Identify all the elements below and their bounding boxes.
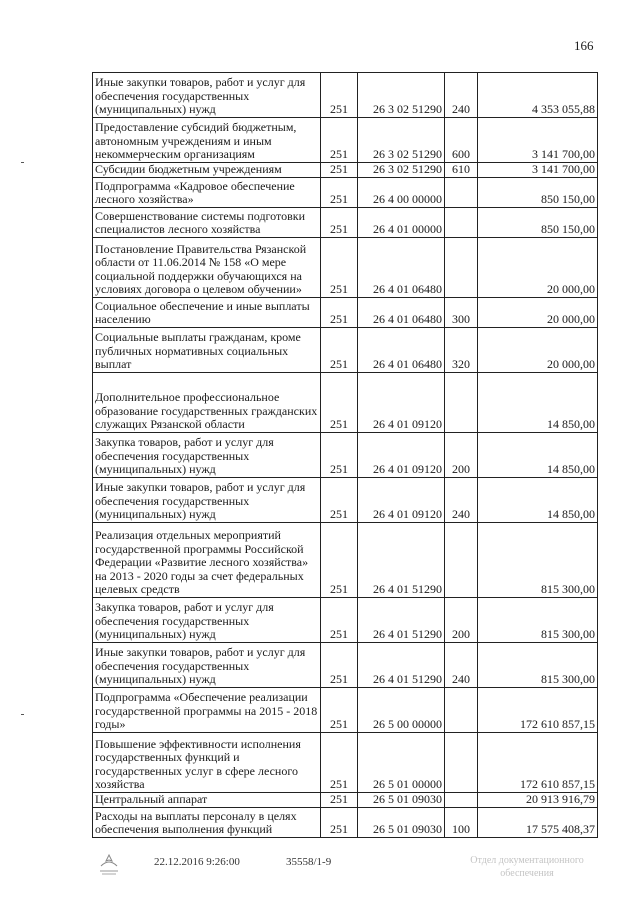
faded-stamp-line2: обеспечения: [500, 868, 554, 879]
cell-csr: 26 4 01 51290: [358, 643, 445, 688]
cell-vr: 600: [445, 118, 478, 163]
cell-sum: 17 575 408,37: [478, 808, 598, 838]
cell-csr: 26 4 01 09120: [358, 433, 445, 478]
cell-admin: 251: [321, 298, 358, 328]
footer-doc-id: 35558/1-9: [286, 856, 332, 868]
cell-sum: 815 300,00: [478, 598, 598, 643]
cell-vr: [445, 208, 478, 238]
cell-name: Закупка товаров, работ и услуг для обеспечения государственных (муниципальных) нужд: [93, 598, 321, 643]
emblem-icon: [96, 852, 122, 876]
cell-sum: 14 850,00: [478, 433, 598, 478]
cell-csr: 26 4 01 06480: [358, 328, 445, 373]
cell-vr: [445, 523, 478, 598]
cell-name: Предоставление субсидий бюджетным, автономным учреждениям и иным некоммерческим организациям: [93, 118, 321, 163]
cell-admin: 251: [321, 478, 358, 523]
footer-datetime: 22.12.2016 9:26:00: [154, 856, 240, 868]
table-row: [93, 178, 598, 208]
table-row: [93, 643, 598, 688]
cell-name: Совершенствование системы подготовки специалистов лесного хозяйства: [93, 208, 321, 238]
cell-csr: 26 5 00 00000: [358, 688, 445, 733]
margin-mark: [21, 162, 24, 163]
cell-admin: 251: [321, 328, 358, 373]
cell-admin: 251: [321, 808, 358, 838]
cell-admin: 251: [321, 598, 358, 643]
cell-csr: 26 3 02 51290: [358, 118, 445, 163]
cell-sum: 815 300,00: [478, 643, 598, 688]
table-row: [93, 433, 598, 478]
cell-admin: 251: [321, 118, 358, 163]
table-row: [93, 808, 598, 838]
table-row: [93, 793, 598, 808]
cell-sum: 3 141 700,00: [478, 163, 598, 178]
cell-admin: 251: [321, 793, 358, 808]
cell-vr: 610: [445, 163, 478, 178]
table-row: [93, 238, 598, 298]
cell-csr: 26 4 01 51290: [358, 523, 445, 598]
cell-csr: 26 4 01 00000: [358, 208, 445, 238]
cell-admin: 251: [321, 73, 358, 118]
cell-sum: 172 610 857,15: [478, 688, 598, 733]
cell-name: Социальные выплаты гражданам, кроме публичных нормативных социальных выплат: [93, 328, 321, 373]
cell-vr: 240: [445, 643, 478, 688]
faded-stamp: [452, 854, 602, 880]
cell-name: Иные закупки товаров, работ и услуг для обеспечения государственных (муниципальных) нужд: [93, 643, 321, 688]
cell-csr: 26 4 00 00000: [358, 178, 445, 208]
cell-sum: 4 353 055,88: [478, 73, 598, 118]
cell-vr: [445, 688, 478, 733]
table-row: [93, 163, 598, 178]
cell-sum: 815 300,00: [478, 523, 598, 598]
faded-stamp-line1: Отдел документационного: [470, 855, 584, 866]
cell-name: Иные закупки товаров, работ и услуг для обеспечения государственных (муниципальных) нужд: [93, 478, 321, 523]
cell-name: Расходы на выплаты персоналу в целях обеспечения выполнения функций: [93, 808, 321, 838]
cell-csr: 26 5 01 09030: [358, 793, 445, 808]
table-row: [93, 523, 598, 598]
cell-admin: 251: [321, 688, 358, 733]
cell-csr: 26 5 01 09030: [358, 808, 445, 838]
table-row: [93, 298, 598, 328]
cell-csr: 26 5 01 00000: [358, 733, 445, 793]
cell-admin: 251: [321, 208, 358, 238]
table-row: [93, 118, 598, 163]
cell-csr: 26 4 01 06480: [358, 238, 445, 298]
cell-name: Дополнительное профессиональное образование государственных гражданских служащих Рязанской области: [93, 373, 321, 433]
cell-admin: 251: [321, 163, 358, 178]
cell-csr: 26 4 01 51290: [358, 598, 445, 643]
cell-vr: 100: [445, 808, 478, 838]
cell-admin: 251: [321, 523, 358, 598]
cell-sum: 20 000,00: [478, 328, 598, 373]
cell-admin: 251: [321, 643, 358, 688]
cell-vr: 200: [445, 433, 478, 478]
table-row: [93, 478, 598, 523]
margin-mark: [21, 714, 24, 715]
cell-csr: 26 3 02 51290: [358, 73, 445, 118]
cell-sum: 850 150,00: [478, 208, 598, 238]
cell-vr: [445, 733, 478, 793]
cell-admin: 251: [321, 733, 358, 793]
page-number: 166: [574, 38, 594, 53]
table-row: [93, 733, 598, 793]
cell-name: Повышение эффективности исполнения государственных функций и государственных услуг в сфере лесного хозяйства: [93, 733, 321, 793]
cell-name: Центральный аппарат: [93, 793, 321, 808]
cell-vr: 200: [445, 598, 478, 643]
cell-admin: 251: [321, 433, 358, 478]
cell-vr: [445, 238, 478, 298]
cell-name: Закупка товаров, работ и услуг для обеспечения государственных (муниципальных) нужд: [93, 433, 321, 478]
cell-sum: 14 850,00: [478, 478, 598, 523]
cell-name: Субсидии бюджетным учреждениям: [93, 163, 321, 178]
table-row: [93, 598, 598, 643]
cell-sum: 20 000,00: [478, 298, 598, 328]
cell-admin: 251: [321, 373, 358, 433]
cell-sum: 172 610 857,15: [478, 733, 598, 793]
cell-sum: 850 150,00: [478, 178, 598, 208]
cell-vr: [445, 178, 478, 208]
cell-sum: 20 913 916,79: [478, 793, 598, 808]
table-row: [93, 73, 598, 118]
cell-name: Постановление Правительства Рязанской области от 11.06.2014 № 158 «О мере социальной поддержки обучающихся на условиях договора о целевом обучении»: [93, 238, 321, 298]
cell-sum: 20 000,00: [478, 238, 598, 298]
cell-vr: 240: [445, 73, 478, 118]
cell-csr: 26 4 01 09120: [358, 373, 445, 433]
cell-vr: 240: [445, 478, 478, 523]
cell-name: Иные закупки товаров, работ и услуг для обеспечения государственных (муниципальных) нужд: [93, 73, 321, 118]
cell-vr: [445, 373, 478, 433]
cell-sum: 3 141 700,00: [478, 118, 598, 163]
table-row: [93, 688, 598, 733]
cell-admin: 251: [321, 238, 358, 298]
cell-vr: 300: [445, 298, 478, 328]
table-row: [93, 373, 598, 433]
cell-name: Социальное обеспечение и иные выплаты населению: [93, 298, 321, 328]
cell-name: Подпрограмма «Обеспечение реализации государственной программы на 2015 - 2018 годы»: [93, 688, 321, 733]
cell-name: Подпрограмма «Кадровое обеспечение лесного хозяйства»: [93, 178, 321, 208]
cell-csr: 26 4 01 06480: [358, 298, 445, 328]
cell-vr: [445, 793, 478, 808]
cell-vr: 320: [445, 328, 478, 373]
cell-name: Реализация отдельных мероприятий государственной программы Российской Федерации «Развитие лесного хозяйства» на 2013 - 2020 годы за счет федеральных целевых средств: [93, 523, 321, 598]
table-row: [93, 328, 598, 373]
budget-table-body: [93, 73, 598, 838]
cell-csr: 26 4 01 09120: [358, 478, 445, 523]
budget-table: [92, 72, 598, 838]
cell-sum: 14 850,00: [478, 373, 598, 433]
cell-admin: 251: [321, 178, 358, 208]
table-row: [93, 208, 598, 238]
cell-csr: 26 3 02 51290: [358, 163, 445, 178]
